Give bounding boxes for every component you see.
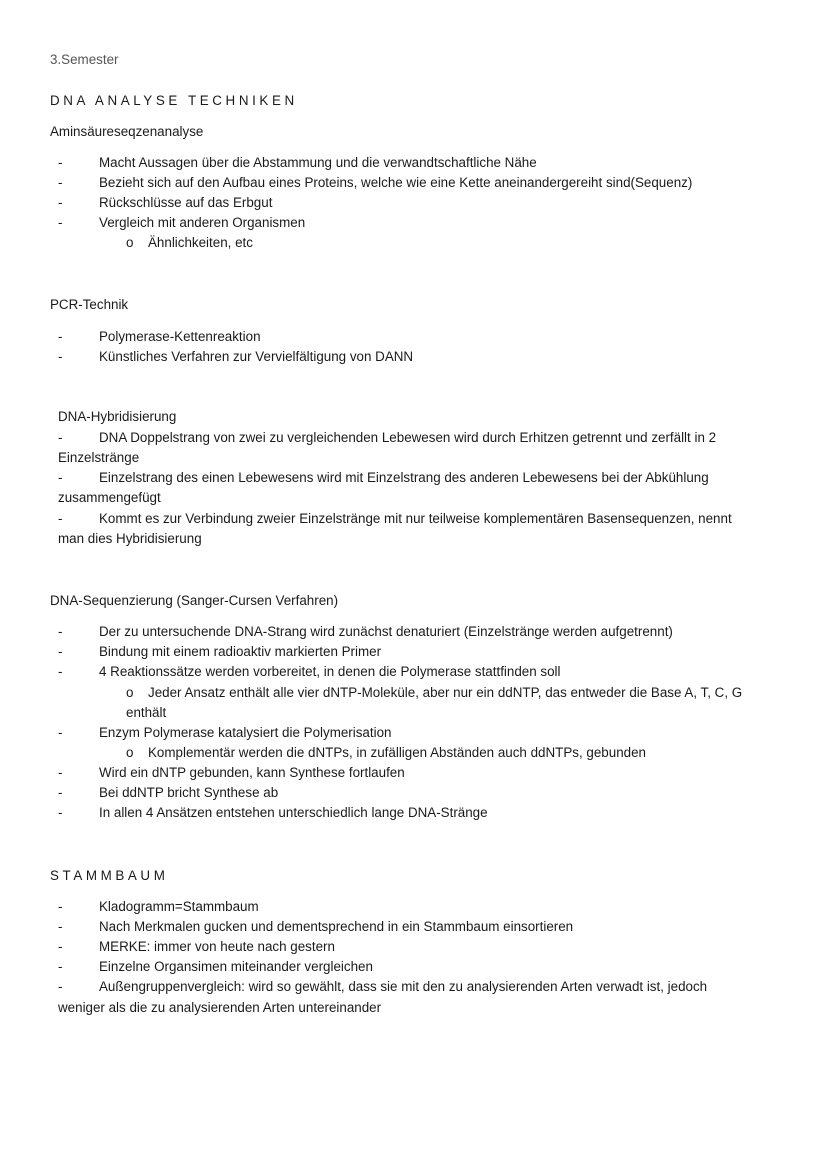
dash-marker: - xyxy=(58,329,63,344)
dash-marker: - xyxy=(58,349,63,364)
dash-marker: - xyxy=(58,430,63,445)
list-item: Enzym Polymerase katalysiert die Polymerisation xyxy=(99,725,392,740)
sub-bullet-marker: o xyxy=(126,235,134,250)
subheading-hybridisierung: DNA-Hybridisierung xyxy=(58,409,177,424)
list-item: Rückschlüsse auf das Erbgut xyxy=(99,195,273,210)
list-item: DNA Doppelstrang von zwei zu vergleichenden Lebewesen wird durch Erhitzen getrennt und zerfällt in 2 xyxy=(99,430,717,445)
semester-label: 3.Semester xyxy=(50,52,119,67)
list-item: 4 Reaktionssätze werden vorbereitet, in denen die Polymerase stattfinden soll xyxy=(99,664,561,679)
list-item: Künstliches Verfahren zur Vervielfältigung von DANN xyxy=(99,349,414,364)
dash-marker: - xyxy=(58,979,63,994)
list-item: In allen 4 Ansätzen entstehen unterschiedlich lange DNA-Stränge xyxy=(99,805,488,820)
subheading-sequenzierung: DNA-Sequenzierung (Sanger-Cursen Verfahren) xyxy=(50,593,339,608)
list-item: Bezieht sich auf den Aufbau eines Proteins, welche wie eine Kette aneinandergereiht sind(Sequenz) xyxy=(99,175,693,190)
list-item: Polymerase-Kettenreaktion xyxy=(99,329,261,344)
dash-marker: - xyxy=(58,785,63,800)
subheading-pcr: PCR-Technik xyxy=(50,297,129,312)
dash-marker: - xyxy=(58,725,63,740)
list-item: Bindung mit einem radioaktiv markierten Primer xyxy=(99,644,382,659)
list-item-continuation: man dies Hybridisierung xyxy=(58,531,202,546)
dash-marker: - xyxy=(58,644,63,659)
list-item: Nach Merkmalen gucken und dementsprechend in ein Stammbaum einsortieren xyxy=(99,919,574,934)
list-item: Kladogramm=Stammbaum xyxy=(99,899,259,914)
dash-marker: - xyxy=(58,215,63,230)
list-item-continuation: zusammengefügt xyxy=(58,490,161,505)
sub-bullet-marker: o xyxy=(126,745,134,760)
list-item: Wird ein dNTP gebunden, kann Synthese fortlaufen xyxy=(99,765,405,780)
dash-marker: - xyxy=(58,155,63,170)
sub-list-item: Jeder Ansatz enthält alle vier dNTP-Moleküle, aber nur ein ddNTP, das entweder die Base A, T, C, G xyxy=(148,685,743,700)
list-item: Einzelstrang des einen Lebewesens wird mit Einzelstrang des anderen Lebewesens bei der Abkühlung xyxy=(99,470,709,485)
dash-marker: - xyxy=(58,939,63,954)
list-item: Der zu untersuchende DNA-Strang wird zunächst denaturiert (Einzelstränge werden aufgetrennt) xyxy=(99,624,673,639)
section-title-stammbaum: STAMMBAUM xyxy=(50,868,169,883)
dash-marker: - xyxy=(58,899,63,914)
dash-marker: - xyxy=(58,959,63,974)
sub-list-item: Komplementär werden die dNTPs, in zufälligen Abständen auch ddNTPs, gebunden xyxy=(148,745,646,760)
list-item: Bei ddNTP bricht Synthese ab xyxy=(99,785,279,800)
sub-list-item: Ähnlichkeiten, etc xyxy=(148,235,253,250)
list-item-continuation: weniger als die zu analysierenden Arten untereinander xyxy=(58,1000,382,1015)
list-item: Einzelne Organsimen miteinander vergleichen xyxy=(99,959,373,974)
dash-marker: - xyxy=(58,175,63,190)
subheading-aminosaeure: Aminsäureseqzenanalyse xyxy=(50,124,204,139)
dash-marker: - xyxy=(58,511,63,526)
dash-marker: - xyxy=(58,765,63,780)
dash-marker: - xyxy=(58,470,63,485)
dash-marker: - xyxy=(58,664,63,679)
dash-marker: - xyxy=(58,624,63,639)
list-item: Außengruppenvergleich: wird so gewählt, dass sie mit den zu analysierenden Arten verwadt ist, jedoch xyxy=(99,979,708,994)
list-item: Vergleich mit anderen Organismen xyxy=(99,215,306,230)
list-item: MERKE: immer von heute nach gestern xyxy=(99,939,335,954)
list-item-continuation: Einzelstränge xyxy=(58,450,140,465)
section-title-dna-analyse: DNA ANALYSE TECHNIKEN xyxy=(50,93,298,108)
dash-marker: - xyxy=(58,805,63,820)
sub-list-item-continuation: enthält xyxy=(126,705,167,720)
list-item: Kommt es zur Verbindung zweier Einzelstränge mit nur teilweise komplementären Basensequenzen, nennt xyxy=(99,511,732,526)
list-item: Macht Aussagen über die Abstammung und die verwandtschaftliche Nähe xyxy=(99,155,537,170)
dash-marker: - xyxy=(58,195,63,210)
sub-bullet-marker: o xyxy=(126,685,134,700)
dash-marker: - xyxy=(58,919,63,934)
